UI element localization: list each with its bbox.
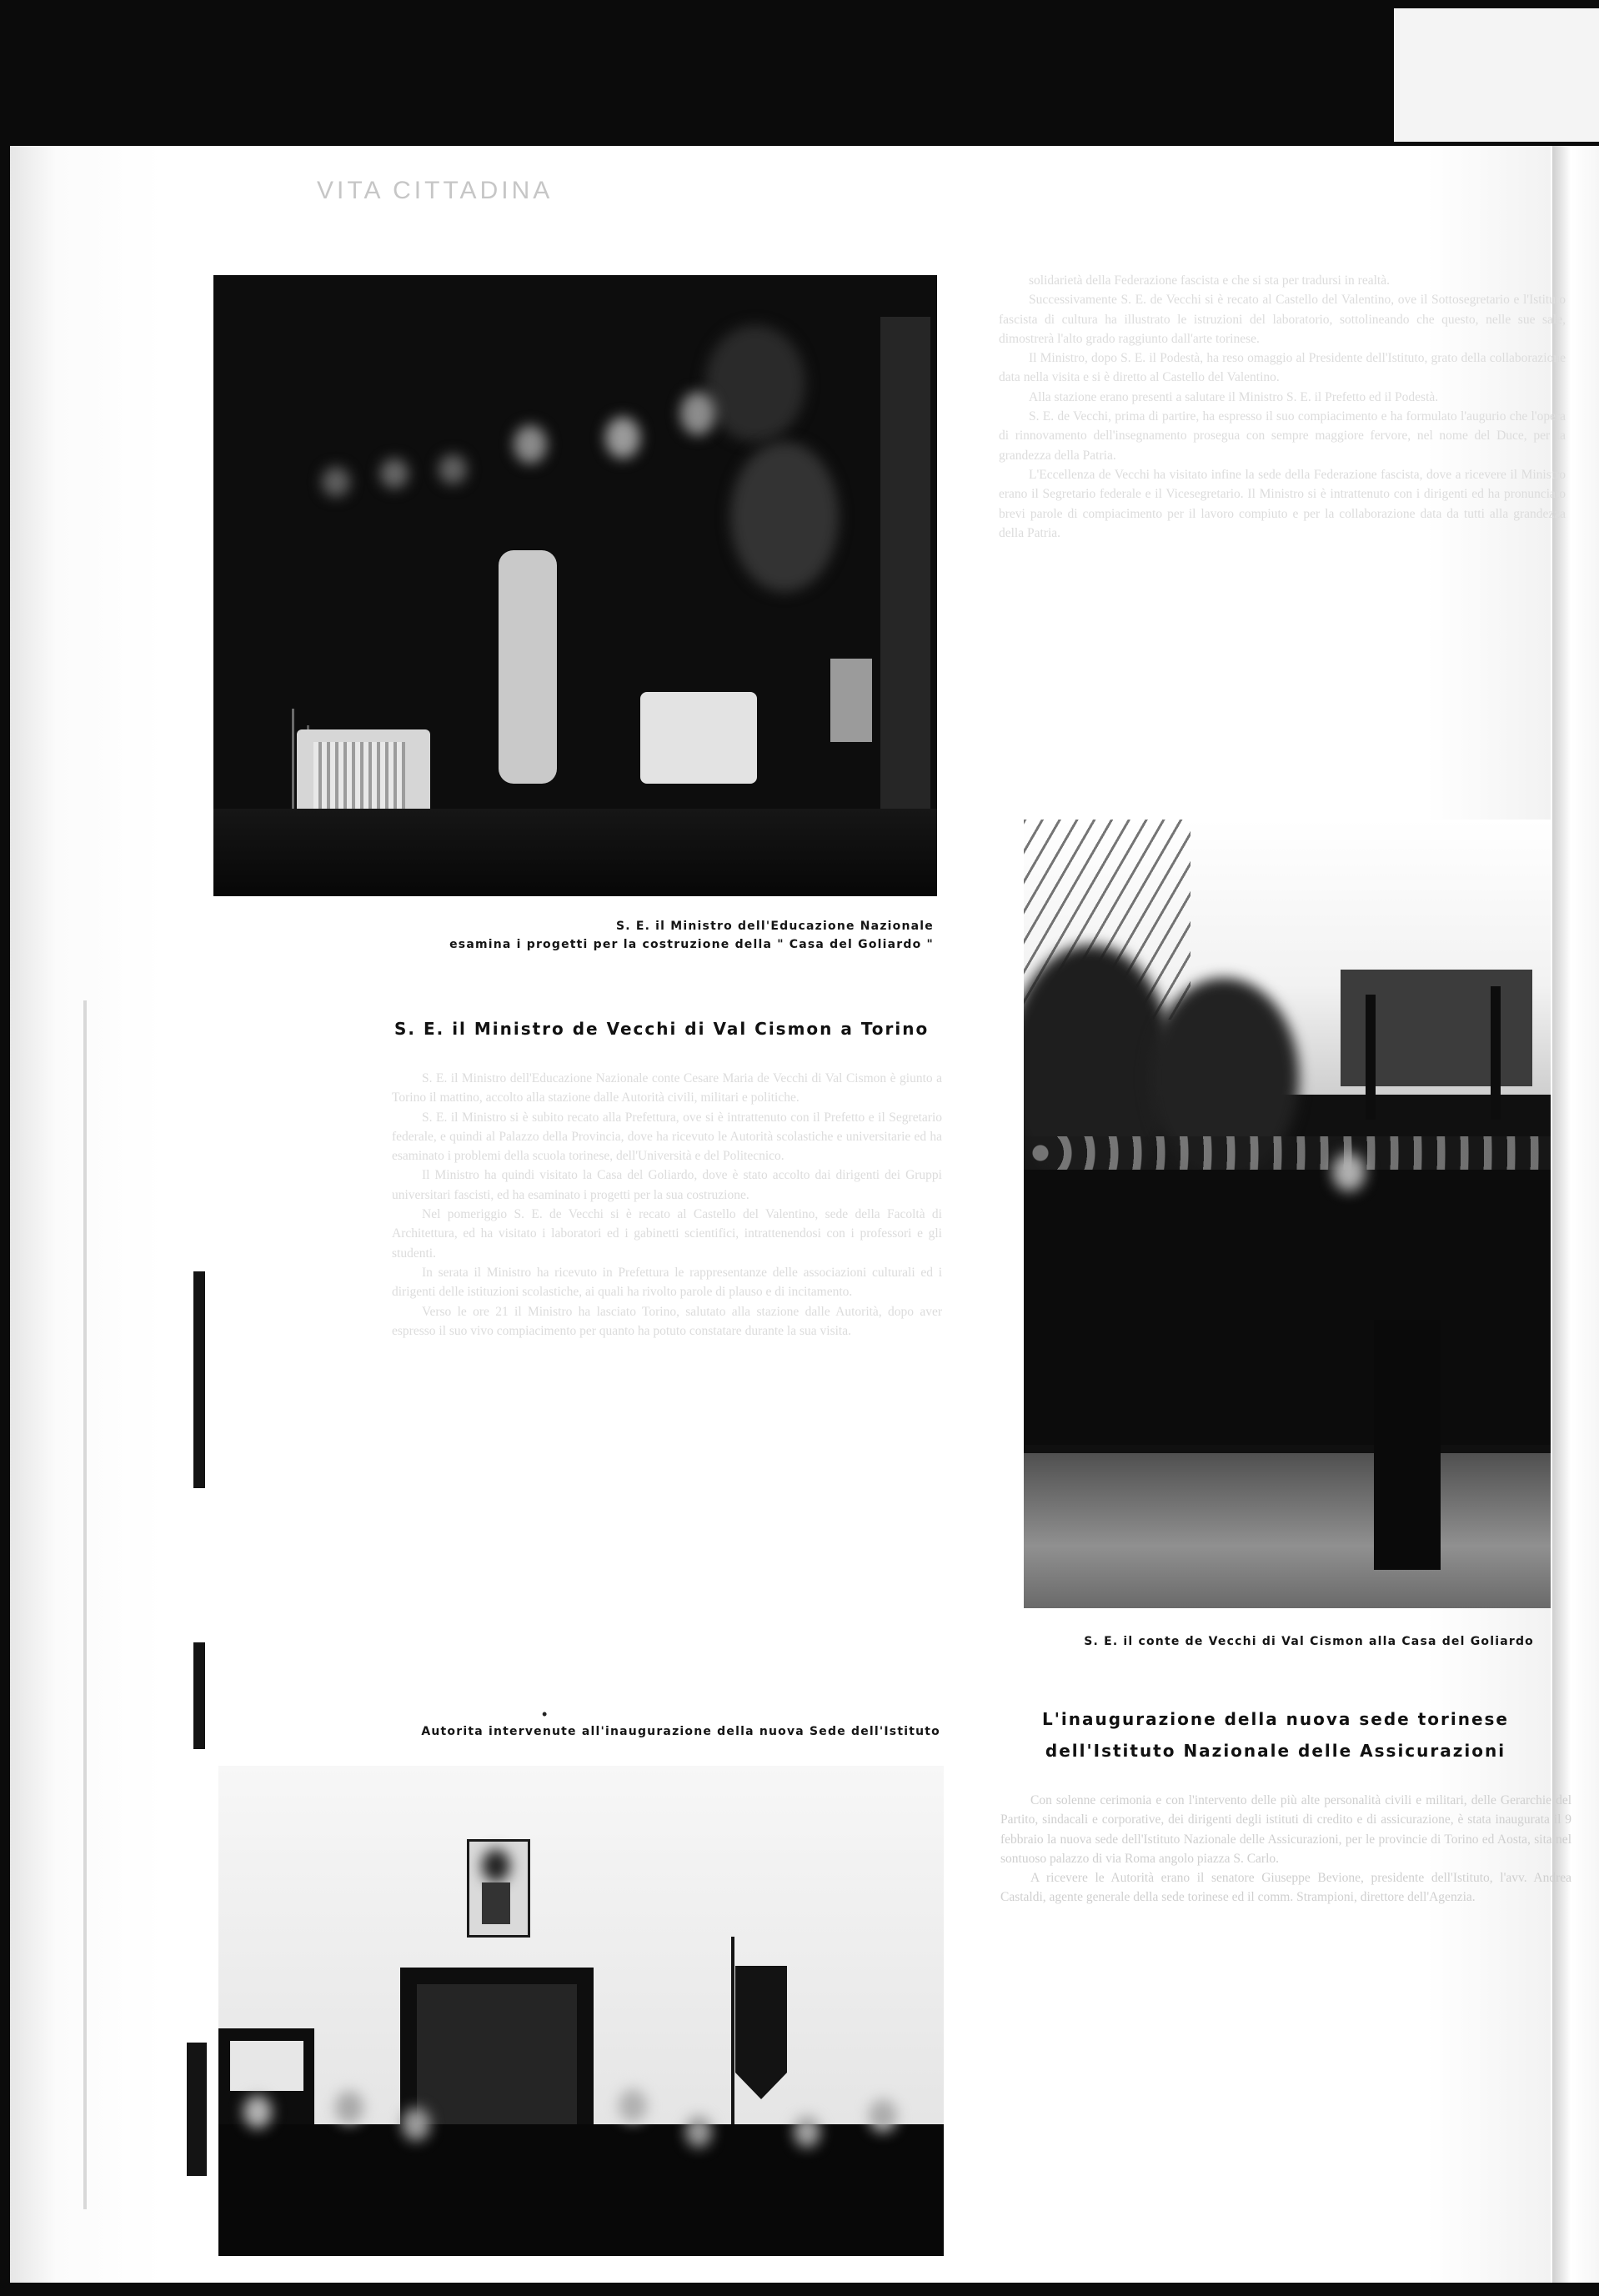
article1-title: S. E. il Ministro de Vecchi di Val Cismon a Torino xyxy=(394,1019,930,1039)
faded-paragraph: Il Ministro, dopo S. E. il Podestà, ha reso omaggio al Presidente dell'Istituto, grato della collaborazione data nella visita e si è diretto al Castello del Valentino. xyxy=(999,351,1566,385)
article2-title xyxy=(1000,1703,1551,1767)
article1-faded-body xyxy=(392,1069,942,1669)
running-head: VITA CITTADINA xyxy=(317,177,554,204)
scan-border-top xyxy=(0,0,1599,146)
binding-mark-3 xyxy=(187,2043,207,2176)
article2-paragraph: A ricevere le Autorità erano il senatore Giuseppe Bevione, presidente dell'Istituto, l'avv. Andrea Castaldi, agente generale della sede torinese ed il comm. Strampioni, direttore dell'Agenzia. xyxy=(1000,1871,1571,1905)
faded-paragraph: Alla stazione erano presenti a salutare il Ministro S. E. il Prefetto ed il Podestà. xyxy=(1029,389,1439,404)
faded-paragraph: S. E. il Ministro dell'Educazione Nazionale conte Cesare Maria de Vecchi di Val Cismon è giunto a Torino il mattino, accolto alla stazione dalle Autorità civili, militari e politiche. xyxy=(392,1071,942,1105)
photo-casa-goliardo xyxy=(1024,820,1551,1608)
faded-paragraph: S. E. il Ministro si è subito recato alla Prefettura, ove si è intrattenuto con il Prefetto e il Segretario federale, e quindi al Palazzo della Provincia, dove ha ricevuto le Autorità scolastiche e universitarie ed ha esaminato i problemi della scuola torinese, dell'Università e del Politecnico. xyxy=(392,1110,942,1164)
caption-line-2: esamina i progetti per la costruzione della " Casa del Goliardo " xyxy=(449,938,934,951)
faded-paragraph: solidarietà della Federazione fascista e che si sta per tradursi in realtà. xyxy=(1029,273,1390,288)
caption-line-1: S. E. il Ministro dell'Educazione Nazionale xyxy=(615,920,934,933)
article2-paragraph: Con solenne cerimonia e con l'intervento delle più alte personalità civili e militari, delle Gerarchie del Partito, sindacali e corporative, dei dirigenti degli istituti di credito e di assicurazione, è stata inaugurata il 9 febbraio la nuova sede dell'Istituto Nazionale delle Assicurazioni, per le provincie di Torino ed Aosta, sita nel sontuoso palazzo di via Roma angolo piazza S. Carlo. xyxy=(1000,1793,1571,1866)
faded-paragraph: In serata il Ministro ha ricevuto in Prefettura le rappresentanze delle associazioni culturali ed i dirigenti delle istituzioni scolastiche, ai quali ha rivolto parole di plauso e di incitamento. xyxy=(392,1265,942,1300)
caption-minister-projects xyxy=(434,917,934,954)
scan-border-bottom xyxy=(0,2283,1599,2296)
faded-paragraph: Il Ministro ha quindi visitato la Casa del Goliardo, dove è stato accolto dai dirigenti dei Gruppi universitari fascisti, ed ha esaminato i progetti per la sua costruzione. xyxy=(392,1168,942,1202)
photo-institute-inauguration xyxy=(218,1766,944,2256)
faded-paragraph: Nel pomeriggio S. E. de Vecchi si è recato al Castello del Valentino, sede della Facoltà di Architettura, ed ha visitato i laboratori ed i gabinetti scientifici, intrattenendosi con i professori e gli studenti. xyxy=(392,1207,942,1261)
article1-continuation-faded xyxy=(999,271,1566,780)
faded-paragraph: L'Eccellenza de Vecchi ha visitato infine la sede della Federazione fascista, dove a ricevere il Ministro erano il Segretario federale e il Vicesegretario. Il Ministro si è intrattenuto con i dirigenti ed ha pronunciato brevi parole di compiacimento per il lavoro compiuto e per la collaborazione data da tutti alla grandezza della Patria. xyxy=(999,467,1566,540)
article2-title-line-1: L'inaugurazione della nuova sede torinese xyxy=(1042,1709,1509,1729)
faded-paragraph: Successivamente S. E. de Vecchi si è recato al Castello del Valentino, ove il Sottosegretario e l'Istituto fascista di cultura ha illustrato le istruzioni del laboratorio, sottolineando che questo, nelle sue sale, dimostrerà l'alto grado raggiunto dall'arte torinese. xyxy=(999,293,1566,346)
article2-title-line-2: dell'Istituto Nazionale delle Assicurazioni xyxy=(1045,1741,1506,1761)
article2-body xyxy=(1000,1791,1571,2041)
faded-paragraph: S. E. de Vecchi, prima di partire, ha espresso il suo compiacimento e ha formulato l'augurio che l'opera di rinnovamento dell'insegnamento prosegua con sempre maggiore fervore, nel nome del Duce, per la grandezza della Patria. xyxy=(999,409,1566,463)
caption-institute-inauguration: Autorita intervenute all'inaugurazione della nuova Sede dell'Istituto xyxy=(421,1725,940,1738)
faded-paragraph: Verso le ore 21 il Ministro ha lasciato Torino, salutato alla stazione dalle Autorità, dopo aver espresso il suo vivo compiacimento per quanto ha potuto constatare durante la sua visita. xyxy=(392,1304,942,1338)
bullet-dot: • xyxy=(542,1706,548,1722)
scan-border-left xyxy=(0,0,10,2296)
binding-gutter xyxy=(83,1000,87,2209)
photo-minister-projects xyxy=(213,275,937,896)
binding-mark-1 xyxy=(193,1271,205,1488)
binding-mark-2 xyxy=(193,1642,205,1749)
caption-casa-goliardo: S. E. il conte de Vecchi di Val Cismon alla Casa del Goliardo xyxy=(1084,1635,1534,1648)
scan-page-corner xyxy=(1394,8,1599,142)
